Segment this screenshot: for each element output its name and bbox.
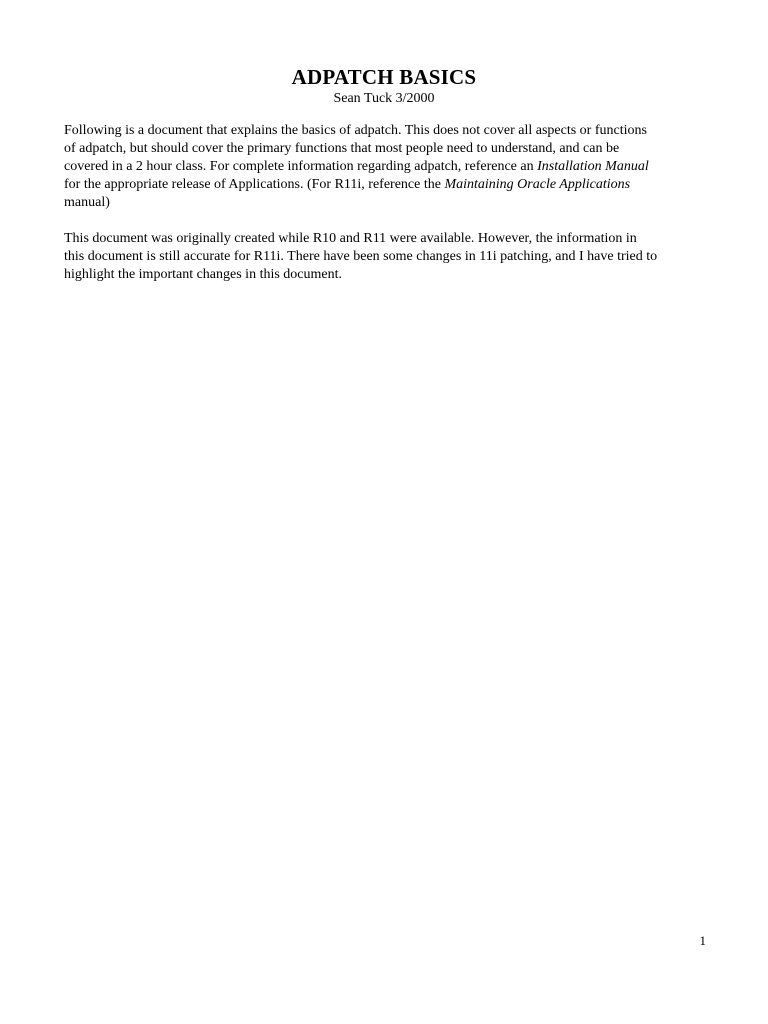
intro-paragraph [64, 122, 714, 212]
intro-line-3-text: covered in a 2 hour class. For complete information regarding adpatch, reference an [64, 159, 538, 174]
maintaining-oracle-applications-reference: Maintaining Oracle Applications [444, 177, 631, 192]
intro-line-3 [64, 158, 714, 176]
installation-manual-reference: Installation Manual [537, 159, 649, 174]
intro-line-1: Following is a document that explains the basics of adpatch. This does not cover all aspects or functions [64, 123, 647, 138]
author-line: Sean Tuck 3/2000 [333, 91, 435, 106]
page-title: ADPATCH BASICS [291, 65, 477, 89]
history-paragraph [64, 230, 714, 284]
page-number: 1 [699, 933, 706, 948]
history-line-2: this document is still accurate for R11i. There have been some changes in 11i patching, and I have tried to [64, 249, 658, 264]
intro-line-4-text: for the appropriate release of Applications. (For R11i, reference the [64, 177, 445, 192]
history-line-1: This document was originally created while R10 and R11 were available. However, the information in [64, 231, 637, 246]
intro-line-2: of adpatch, but should cover the primary functions that most people need to understand, and can be [64, 141, 620, 156]
history-line-3: highlight the important changes in this document. [64, 267, 343, 282]
intro-line-4 [64, 176, 714, 194]
intro-line-5: manual) [64, 195, 110, 210]
